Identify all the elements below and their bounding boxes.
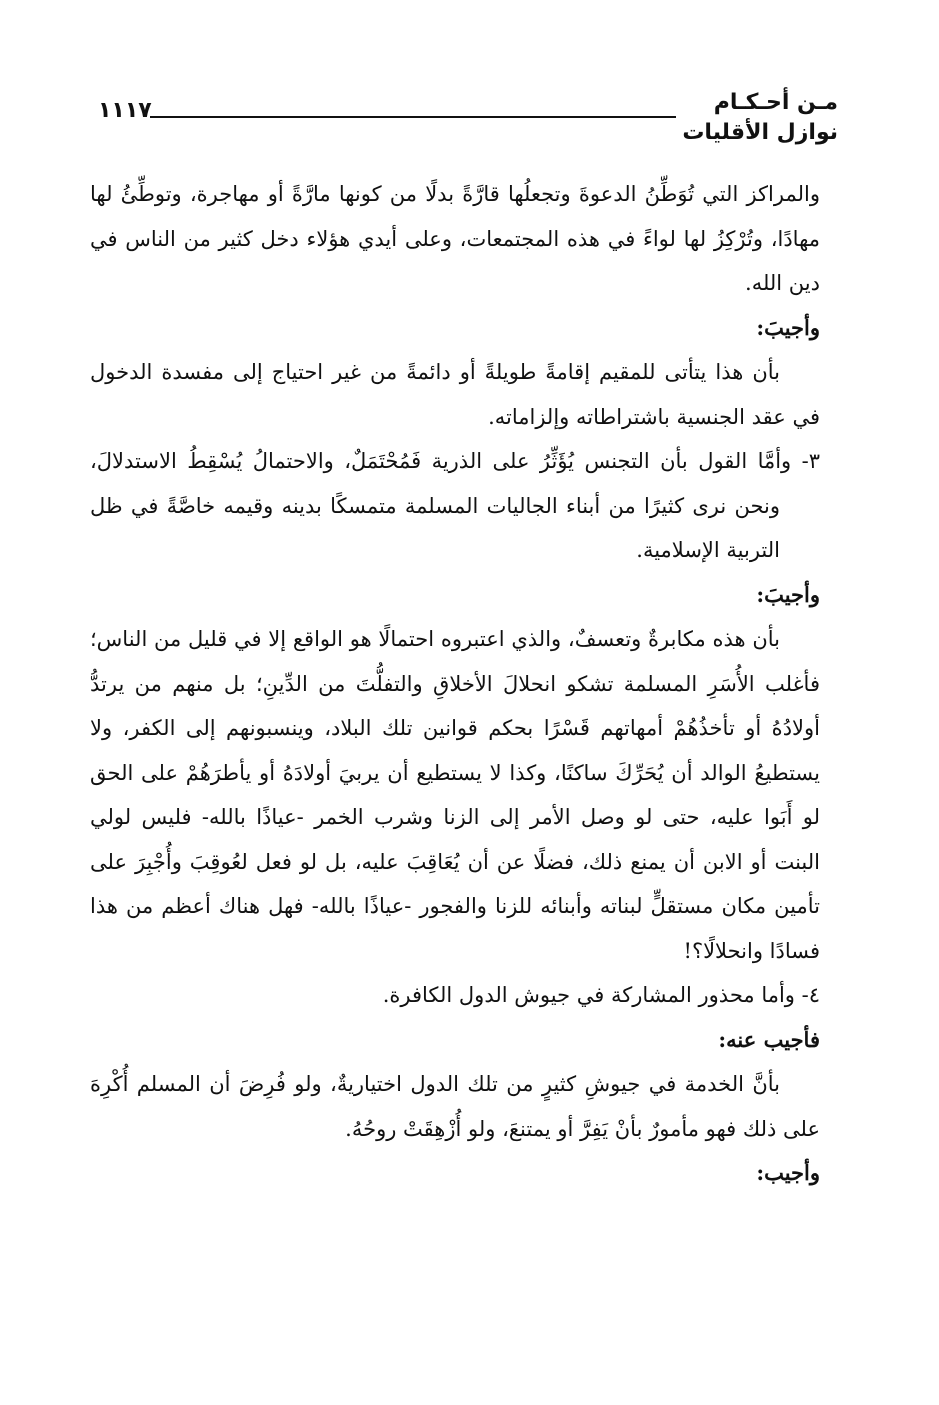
answer-label-3: فأجيب عنه: xyxy=(718,1026,820,1052)
header-rule xyxy=(150,116,676,118)
paragraph-2: بأن هذا يتأتى للمقيم إقامةً طويلةً أو دائمةً من غير احتياج إلى مفسدة الدخول في عقد الجنسية باشتراطاته وإلزاماته. xyxy=(90,360,820,429)
answer-label-2: وأجيبَ: xyxy=(756,581,820,607)
page-header xyxy=(98,88,838,158)
paragraph-4: بأن هذه مكابرةٌ وتعسفٌ، والذي اعتبروه احتمالًا هو الواقع إلا في قليل من الناس؛ فأغلب الأُسَرِ المسلمة تشكو انحلالَ الأخلاقِ والتفلُّتَ من الدِّينِ؛ بل منهم من يرتدُّ أولادُهُ أو تأخذُهُمْ أمهاتهم قَسْرًا بحكم قوانين تلك البلاد، وينسبونهم إلى الكفر، ولا يستطيعُ الوالد أن يُحَرِّكَ ساكنًا، وكذا لا يستطيع أن يربيَ أولادَهُ أو يأطرَهُمْ على الحق لو أَبَوا عليه، حتى لو وصل الأمر إلى الزنا وشرب الخمر -عياذًا بالله- فليس لولي البنت أو الابن أن يمنع ذلك، فضلًا عن أن يُعَاقِبَ عليه، بل لو فعل لعُوقِبَ وأُجْبِرَ على تأمين مكان مستقلٍّ لبناته وأبنائه للزنا والفجور -عياذًا بالله- فهل هناك أعظم من هذا فسادًا وانحلالًا؟! xyxy=(90,627,820,963)
paragraph-6: بأنَّ الخدمة في جيوشِ كثيرٍ من تلك الدول اختياريةٌ، ولو فُرِضَ أن المسلم أُكْرِهَ على ذلك فهو مأمورٌ بأنْ يَفِرَّ أو يمتنعَ، ولو أُزْهِقَتْ روحُهُ. xyxy=(90,1072,820,1141)
answer-label-4: وأجيب: xyxy=(756,1160,820,1185)
page-number: ١١١٧ xyxy=(98,98,152,123)
page-body xyxy=(90,172,820,1196)
answer-label-1: وأجيبَ: xyxy=(756,314,820,340)
paragraph-3: ٣- وأمَّا القول بأن التجنس يُؤَثِّرُ على الذرية فَمُحْتَمَلٌ، والاحتمالُ يُسْقِطُ الاستدلالَ، ونحن نرى كثيرًا من أبناء الجاليات المسلمة متمسكًا بدينه وقيمه خاصَّةً في ظل التربية الإسلامية. xyxy=(90,449,820,562)
paragraph-5: ٤- وأما محذور المشاركة في جيوش الدول الكافرة. xyxy=(382,983,820,1007)
book-title xyxy=(682,88,838,148)
paragraph-1: والمراكز التي تُوَطِّنُ الدعوةَ وتجعلُها قارَّةً بدلًا من كونها مارَّةً أو مهاجرة، وتوطِّئُ لها مهادًا، وتُرْكِزُ لها لواءً في هذه المجتمعات، وعلى أيدي هؤلاء دخل كثير من الناس في دين الله. xyxy=(90,182,820,295)
book-title-line1: مـن أحـكـام xyxy=(713,90,838,115)
book-title-line2: نوازل الأقليات xyxy=(682,120,838,145)
